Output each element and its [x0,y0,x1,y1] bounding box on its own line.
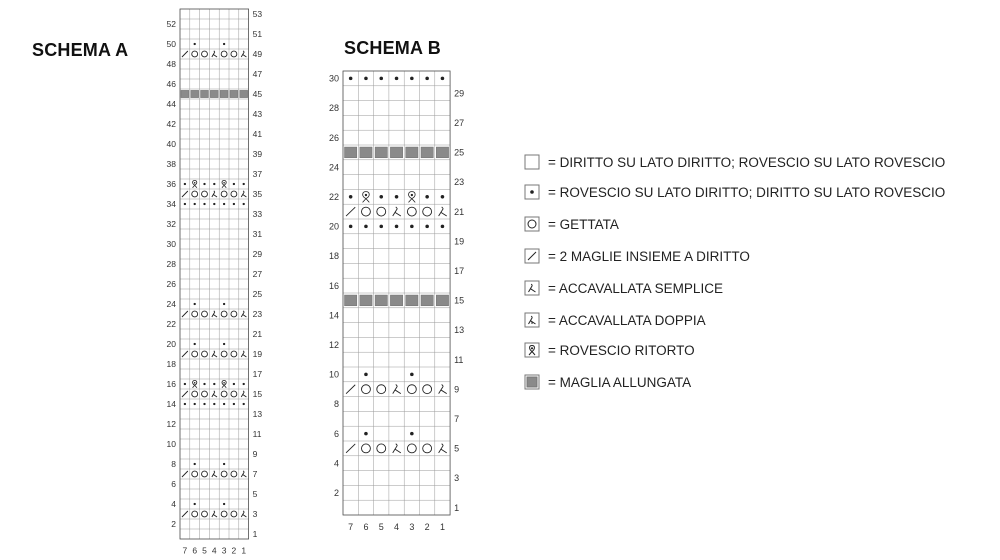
row-number-label: 44 [166,98,176,109]
purl-dot [395,77,399,81]
yarn-over-circle [407,444,416,453]
purl-dot [395,195,399,199]
ssk-symbol [439,207,447,216]
legend-label: = 2 MAGLIE INSIEME A DIRITTO [548,248,750,264]
row-number-label: 1 [252,528,258,539]
column-number-label: 7 [182,545,188,556]
row-number-label: 14 [328,310,339,321]
legend-label: = ACCAVALLATA SEMPLICE [548,280,723,296]
row-number-label: 13 [252,408,263,419]
schema-a-title: SCHEMA A [32,40,129,60]
row-number-label: 30 [166,238,176,249]
elongated-stitch-block [360,147,372,158]
purl-dot [441,195,445,199]
purl-dot [395,225,399,229]
column-number-label: 6 [363,522,369,532]
twisted-purl-square-icon [524,342,540,358]
row-number-label: 27 [252,268,263,279]
purl-dot [364,373,368,377]
row-number-label: 26 [166,278,176,289]
row-number-label: 16 [166,378,176,389]
legend-label: = ROVESCIO RITORTO [548,342,695,358]
row-number-label: 15 [252,388,263,399]
row-number-label: 33 [252,208,263,219]
row-number-label: 31 [252,228,263,239]
row-number-label: 18 [328,251,339,262]
row-number-label: 4 [171,498,176,509]
elongated-stitch-block [406,147,418,158]
column-number-label: 3 [409,522,415,532]
row-number-label: 52 [166,18,176,29]
column-number-label: 5 [378,522,384,532]
row-number-label: 4 [333,458,339,469]
row-number-label: 20 [328,221,339,232]
row-number-label: 24 [166,298,176,309]
row-number-label: 14 [166,398,176,409]
row-number-label: 35 [252,188,263,199]
row-number-label: 23 [454,177,465,188]
legend-item-elong [524,373,691,391]
row-number-label: 9 [252,448,258,459]
row-number-label: 13 [454,325,465,336]
elongated-stitch-block [390,295,402,306]
ssk-symbol [393,384,401,393]
lambda-square-icon [524,280,540,296]
purl-dot [410,373,414,377]
yarn-over-circle [423,444,432,453]
purl-dot [410,432,414,436]
row-number-label: 48 [166,58,176,69]
row-number-label: 37 [252,168,263,179]
row-number-label: 29 [454,88,465,99]
purl-dot [410,225,414,229]
elongated-stitch-block [375,295,387,306]
row-number-label: 20 [166,338,176,349]
yarn-over-circle [362,444,371,453]
purl-dot [441,77,445,81]
row-number-label: 38 [166,158,176,169]
row-number-label: 39 [252,148,263,159]
row-number-label: 42 [166,118,176,129]
legend-item-yo [524,215,619,233]
ssk-symbol [439,444,447,453]
column-number-label: 2 [424,522,430,532]
row-number-label: 50 [166,38,176,49]
yarn-over-circle [423,385,432,394]
row-number-label: 51 [252,28,263,39]
legend-label: = ROVESCIO SU LATO DIRITTO; DIRITTO SU LATO ROVESCIO [548,184,946,200]
purl-dot [349,195,353,199]
yarn-over-circle [407,385,416,394]
row-number-label: 41 [252,128,263,139]
column-number-label: 4 [211,545,217,556]
ssk-symbol [393,444,401,453]
purl-dot [425,195,429,199]
purl-dot [364,432,368,436]
legend-item-sk2p [524,311,706,329]
purl-dot [425,77,429,81]
column-number-label: 3 [221,545,227,556]
row-number-label: 12 [328,339,339,350]
yarn-over-circle [377,207,386,216]
row-number-label: 18 [166,358,176,369]
elongated-stitch-block [421,295,433,306]
yarn-over-circle [377,444,386,453]
yarn-over-circle [423,207,432,216]
row-number-label: 25 [252,288,263,299]
elongated-stitch-block [406,295,418,306]
schema-b-title: SCHEMA B [344,38,441,58]
row-number-label: 26 [328,132,339,143]
row-number-label: 19 [454,236,465,247]
elongated-stitch-block [345,295,357,306]
row-number-label: 16 [328,280,339,291]
purl-dot [410,77,414,81]
row-number-label: 7 [454,413,460,424]
row-number-label: 30 [328,73,339,84]
twisted-purl-dot [365,194,367,196]
column-number-label: 1 [439,522,445,532]
legend-item-purl [524,183,945,201]
legend-label: = GETTATA [548,216,619,232]
twisted-purl-symbol [363,192,370,203]
elongated-stitch-block [345,147,357,158]
legend-item-tbl [524,341,695,359]
row-number-label: 8 [171,458,176,469]
row-number-label: 46 [166,78,176,89]
row-number-label: 2 [333,487,339,498]
row-number-label: 5 [252,488,258,499]
row-number-label: 6 [333,428,339,439]
row-number-label: 12 [166,418,176,429]
row-number-label: 23 [252,308,263,319]
twisted-purl-symbol [408,192,415,203]
ssk-symbol [393,207,401,216]
row-number-label: 27 [454,117,465,128]
purl-dot [441,225,445,229]
legend-item-ssk [524,279,723,297]
column-number-label: 2 [231,545,237,556]
purl-dot [349,77,353,81]
elongated-stitch-block [436,147,448,158]
row-number-label: 45 [252,88,263,99]
row-number-label: 1 [454,502,460,513]
purl-dot [364,225,368,229]
row-number-label: 22 [166,318,176,329]
ssk-symbol [439,384,447,393]
purl-dot [379,225,383,229]
row-number-label: 17 [454,265,465,276]
yarn-over-circle [407,207,416,216]
column-number-label: 6 [192,545,198,556]
circle-square-icon [524,216,540,232]
elongated-stitch-block [375,147,387,158]
row-number-label: 11 [252,428,262,439]
row-number-label: 28 [328,103,339,114]
row-number-label: 49 [252,48,263,59]
row-number-label: 17 [252,368,263,379]
purl-dot [364,77,368,81]
elongated-stitch-block [360,295,372,306]
elongated-stitch-block [390,147,402,158]
row-number-label: 9 [454,384,460,395]
column-number-label: 7 [348,522,354,532]
row-number-label: 53 [252,8,263,19]
row-number-label: 8 [333,399,339,410]
row-number-label: 10 [166,438,176,449]
row-number-label: 21 [252,328,263,339]
twisted-purl-dot [411,194,413,196]
yarn-over-circle [362,385,371,394]
elongated-square-icon [524,374,540,390]
row-number-label: 47 [252,68,263,79]
dot-square-icon [524,184,540,200]
elongated-stitch-block [436,295,448,306]
row-number-label: 11 [454,354,464,365]
row-number-label: 2 [171,518,176,529]
row-number-label: 3 [454,473,460,484]
legend-label: = ACCAVALLATA DOPPIA [548,312,706,328]
column-number-label: 5 [202,545,207,556]
blank-square-icon [524,154,540,170]
row-number-label: 3 [252,508,258,519]
slash-square-icon [524,248,540,264]
row-number-label: 15 [454,295,465,306]
row-number-label: 29 [252,248,263,259]
row-number-label: 25 [454,147,465,158]
row-number-label: 19 [252,348,263,359]
k2tog-slash [346,444,355,453]
legend-item-slash [524,247,750,265]
legend-label: = MAGLIA ALLUNGATA [548,374,692,390]
row-number-label: 24 [328,162,339,173]
yarn-over-circle [377,385,386,394]
column-number-label: 4 [394,522,400,532]
purl-dot [349,225,353,229]
row-number-label: 5 [454,443,460,454]
row-number-label: 6 [171,478,176,489]
row-number-label: 21 [454,206,465,217]
row-number-label: 22 [328,191,339,202]
legend-label: = DIRITTO SU LATO DIRITTO; ROVESCIO SU LATO ROVESCIO [548,154,946,170]
yarn-over-circle [362,207,371,216]
k2tog-slash [346,207,355,216]
elongated-stitch-block [421,147,433,158]
purl-dot [425,225,429,229]
row-number-label: 40 [166,138,176,149]
row-number-label: 36 [166,178,176,189]
double-decrease-square-icon [524,312,540,328]
column-number-label: 1 [241,545,247,556]
row-number-label: 7 [252,468,258,479]
purl-dot [379,195,383,199]
purl-dot [379,77,383,81]
row-number-label: 32 [166,218,176,229]
row-number-label: 28 [166,258,176,269]
row-number-label: 10 [328,369,339,380]
k2tog-slash [346,385,355,394]
row-number-label: 34 [166,198,176,209]
row-number-label: 43 [252,108,263,119]
legend-item-blank [524,153,945,171]
